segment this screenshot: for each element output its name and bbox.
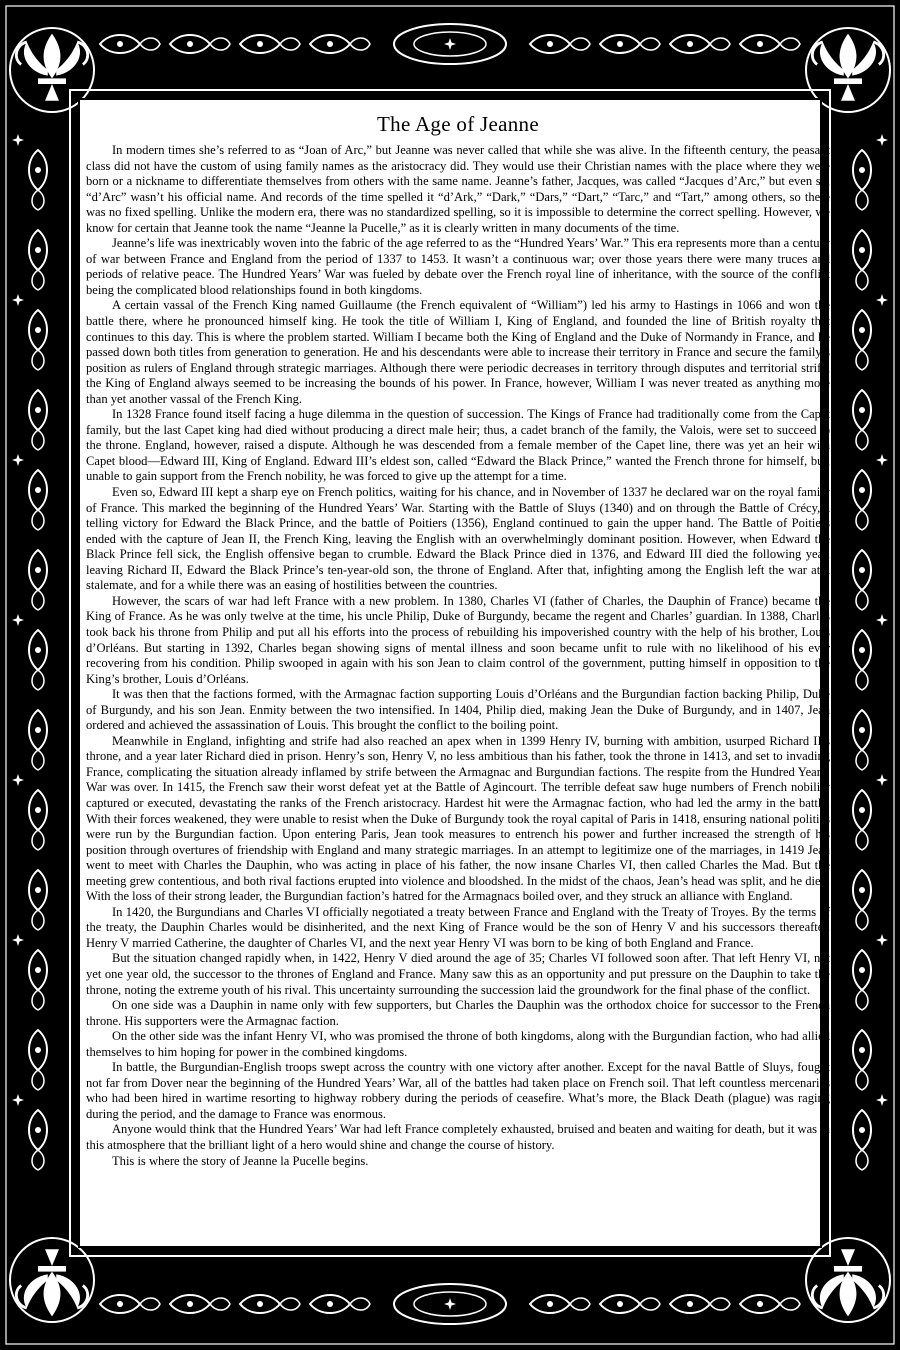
paragraph: A certain vassal of the French King named Guillaume (the French equivalent of “William”) led his army to Hastings in 1066 and won the battle there, where he pronounced himself king. He took the title of William I, King of England, and founded the line of British royalty that continues to this day. This is where the problem started. William I became both the King of England and the Duke of Normandy in France, and he passed down both titles from generation to generation. He and his descendants were able to increase their territory in France and secure the family’s position as rulers of England through strategic marriages. Although there were periodic decreases in territory through disputes and territorial strife, the King of England always seemed to be increasing the bounds of his power. In France, however, William I was never treated as anything more than yet another vassal of the French King. (86, 298, 830, 406)
page-title: The Age of Jeanne (377, 112, 539, 136)
paragraph: Even so, Edward III kept a sharp eye on French politics, waiting for his chance, and in November of 1337 he declared war on the royal family of France. This marked the beginning of the Hundred Years’ War. Starting with the Battle of Sluys (1340) and on through the Battle of Crécy, a telling victory for Edward the Black Prince, and the battle of Poitiers (1356), England continued to gain the upper hand. The Battle of Poitiers ended with the capture of Jean II, the French King, leaving the English with an overwhelmingly dominant position. However, when Edward the Black Prince fell sick, the English offensive began to crumble. Edward the Black Prince died in 1376, and Edward III died the following year, leaving Richard II, Edward the Black Prince’s ten-year-old son, the throne of England. After that, infighting among the English left the war at a stalemate, and for a while there was an easing of hostilities between the countries. (86, 485, 830, 593)
paragraph: Anyone would think that the Hundred Years’ War had left France completely exhausted, bruised and beaten and waiting for death, but it was in this atmosphere that the brilliant light of a hero would shine and change the course of history. (86, 1122, 830, 1152)
paragraph: In 1328 France found itself facing a huge dilemma in the question of succession. The Kings of France had traditionally come from the Capet family, but the last Capet king had died without producing a direct male heir; thus, a cadet branch of the family, the Valois, were set to succeed to the throne. England, however, raised a dispute. Although he was descended from a female member of the Capet line, there was yet an heir with Capet blood—Edward III, King of England. Edward III’s eldest son, called “Edward the Black Prince,” wanted the French throne for himself, but, unable to gain support from the French nobility, he was forced to give up the attempt for a time. (86, 407, 830, 484)
paragraph: Jeanne’s life was inextricably woven into the fabric of the age referred to as the “Hundred Years’ War.” This era represents more than a century of war between France and England from the period of 1337 to 1453. It wasn’t a continuous war; over those years there were many truces and periods of relative peace. The Hundred Years’ War was fueled by debate over the French royal line of inheritance, with the source of the conflict being the complicated blood relationships found in both kingdoms. (86, 236, 830, 297)
paragraph: But the situation changed rapidly when, in 1422, Henry V died around the age of 35; Charles VI followed soon after. That left Henry VI, not yet one year old, the successor to the thrones of England and France. Many saw this as an opportunity and put pressure on the Dauphin to take the throne, noting the extreme youth of his rival. This uncertainty surrounding the succession laid the groundwork for the final phase of the conflict. (86, 951, 830, 997)
paragraph: On the other side was the infant Henry VI, who was promised the throne of both kingdoms, along with the Burgundian faction, who had allied themselves to him hoping for power in the combined kingdoms. (86, 1029, 830, 1059)
article (86, 108, 830, 1238)
paragraph: In battle, the Burgundian-English troops swept across the country with one victory after another. Except for the naval Battle of Sluys, fought not far from Dover near the beginning of the Hundred Years’ War, all of the battles had taken place on French soil. That left countless mercenaries who had been hired in wartime resorting to highway robbery during the periods of ceasefire. What’s more, the Black Death (plague) was raging during the period, and the damage to France was enormous. (86, 1060, 830, 1121)
article-body (86, 143, 830, 1169)
paragraph: In 1420, the Burgundians and Charles VI officially negotiated a treaty between France and England with the Treaty of Troyes. By the terms of the treaty, the Dauphin Charles would be disinherited, and the next King of France would be the son of Henry V and his successors thereafter. Henry V married Catherine, the daughter of Charles VI, and the next year Henry VI was born to be king of both England and France. (86, 904, 830, 950)
paragraph: On one side was a Dauphin in name only with few supporters, but Charles the Dauphin was the orthodox choice for successor to the French throne. His supporters were the Armagnac faction. (86, 998, 830, 1028)
paragraph: However, the scars of war had left France with a new problem. In 1380, Charles VI (father of Charles, the Dauphin of France) became the King of France. As he was only twelve at the time, his uncle Philip, Duke of Burgundy, became the regent and Charles’ guardian. In 1388, Charles took back his throne from Philip and put all his efforts into the process of rebuilding his impoverished country with the help of his brother, Louis d’Orléans. But starting in 1392, Charles began showing signs of mental illness and soon became unfit to rule with no likelihood of his ever recovering from his condition. Philip swooped in again with his son Jean to claim control of the government, putting himself in opposition to the King’s brother, Louis d’Orléans. (86, 593, 830, 686)
paragraph: This is where the story of Jeanne la Pucelle begins. (112, 1153, 369, 1168)
paragraph: It was then that the factions formed, with the Armagnac faction supporting Louis d’Orléans and the Burgundian faction backing Philip, Duke of Burgundy, and his son Jean. Enmity between the two intensified. In 1404, Philip died, making Jean the Duke of Burgundy, and in 1407, Jean ordered and achieved the assassination of Louis. This brought the conflict to the boiling point. (86, 687, 830, 733)
paragraph: In modern times she’s referred to as “Joan of Arc,” but Jeanne was never called that while she was alive. In the fifteenth century, the peasant class did not have the custom of using family names as the aristocracy did. They would use their Christian names with the place where they were born or a nickname to differentiate themselves from others with the same name. Jeanne’s father, Jacques, was called “Jacques d’Arc,” but even so, “d’Arc” wasn’t his official name. And records of the time spelled it “d’Ark,” “Dark,” “Dars,” “Dart,” “Tarc,” and “Tart,” among others, so there was no fixed spelling. Unlike the modern era, there was no standardized spelling, so it is impossible to determine the correct spelling. However, we know for certain that Jeanne took the name “Jeanne la Pucelle,” as it is clearly written in many documents of the time. (86, 143, 830, 235)
paragraph: Meanwhile in England, infighting and strife had also reached an apex when in 1399 Henry IV, burning with ambition, usurped Richard II’s throne, and a year later Richard died in prison. Henry’s son, Henry V, no less ambitious than his father, took the throne in 1413, and set to invading France, complicating the situation already inflamed by strife between the Armagnac and Burgundian factions. The respite from the Hundred Years’ War was over. In 1415, the French saw their worst defeat yet at the Battle of Agincourt. The terrible defeat saw huge numbers of French nobility captured or executed, devastating the ranks of the French aristocracy. Hardest hit were the Armagnac faction, who had led the army in the battle. With their forces weakened, they were unable to resist when the Duke of Burgundy took the royal capital of Paris in 1418, ensuring national politics were run by the Burgundian faction. Upon entering Paris, Jean took measures to entrench his power and further increased the strength of his position through overtures of friendship with England and many strategic marriages. In an attempt to legitimize one of the marriages, in 1419 Jean went to meet with Charles the Dauphin, who was acting in place of his father, the now insane Charles VI, then called Charles the Mad. But the meeting grew contentious, and both rival factions erupted into violence and bloodshed. In the midst of the chaos, Jean’s head was split, and he died. With the loss of their strong leader, the Burgundian faction’s hatred for the Armagnacs boiled over, and they struck an alliance with England. (86, 733, 830, 904)
